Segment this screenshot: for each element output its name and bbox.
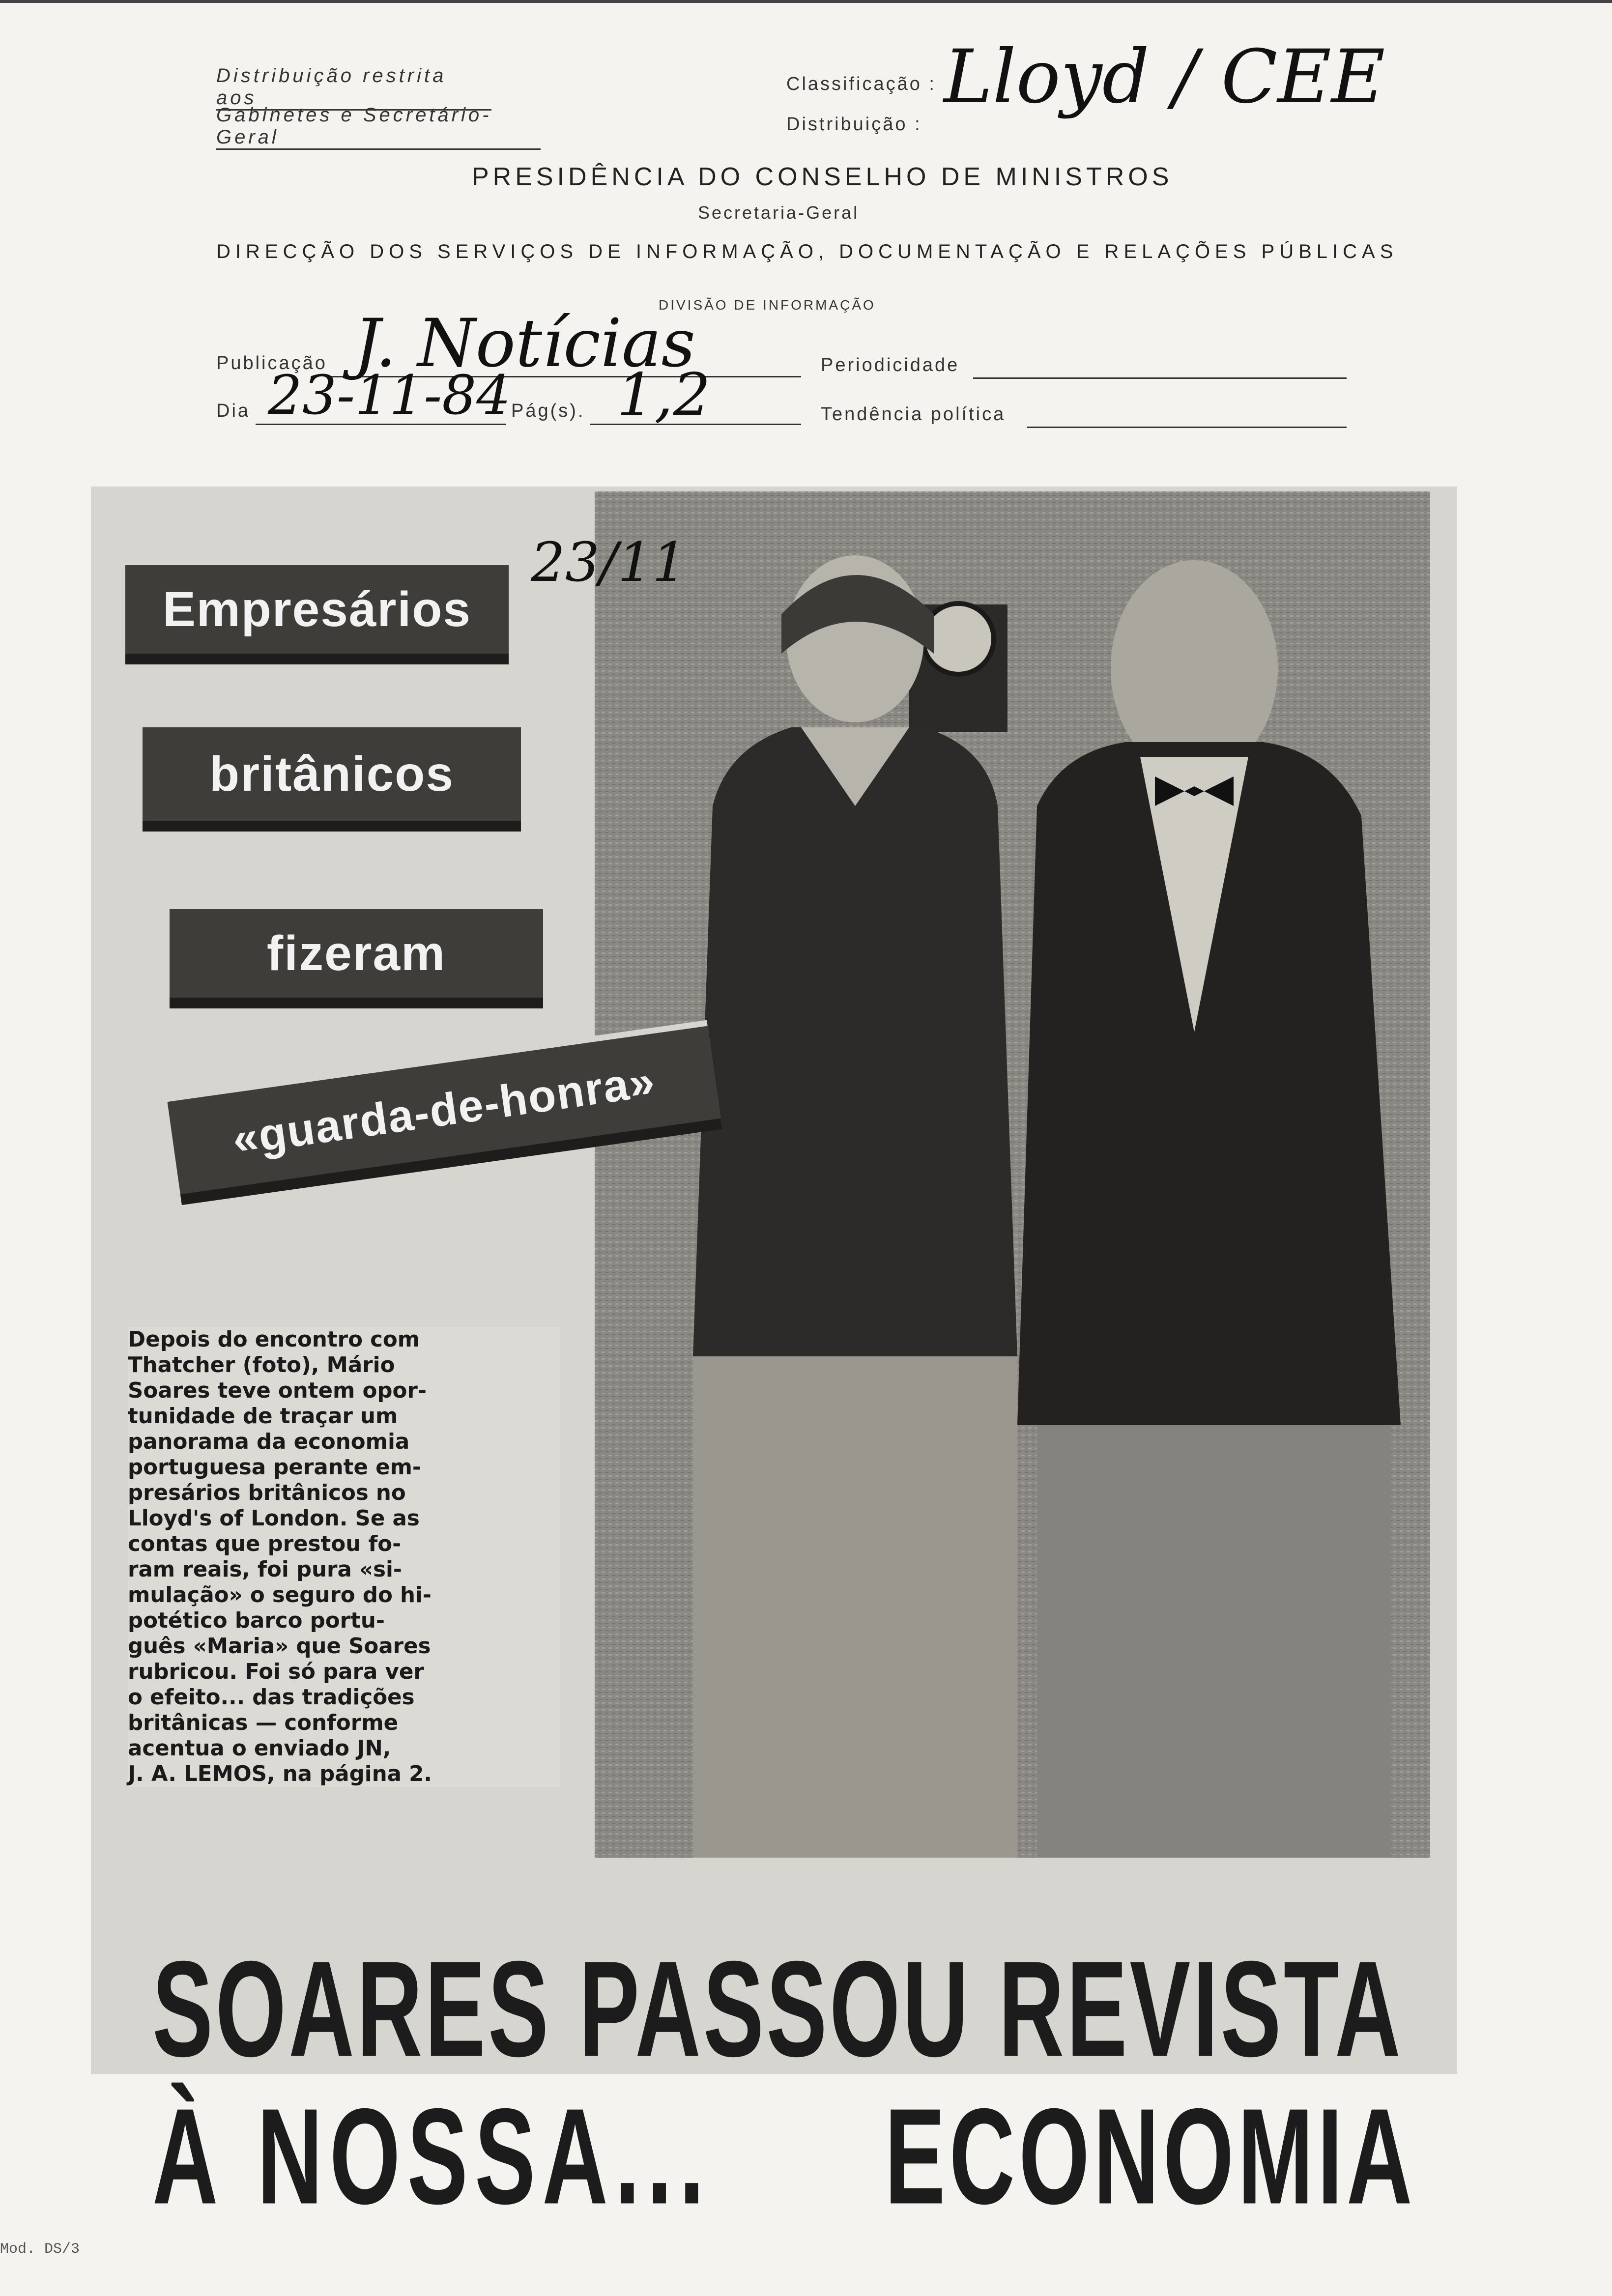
photo-caption [128, 1327, 560, 1787]
caption-line: Thatcher (foto), Mário [128, 1353, 395, 1378]
headline-line1: SOARES PASSOU REVISTA [152, 1933, 1403, 2086]
caption-line: guês «Maria» que Soares [128, 1634, 431, 1659]
distribution-label: Distribuição : [786, 114, 922, 135]
caption-line: portuguesa perante em- [128, 1455, 421, 1480]
kicker-word-4: «guarda-de-honra» [167, 1026, 722, 1205]
classification-handwritten: Lloyd / CEE [944, 34, 1385, 120]
caption-line: panorama da economia [128, 1430, 410, 1454]
caption-line: britânicas — conforme [128, 1711, 399, 1735]
organization-title: PRESIDÊNCIA DO CONSELHO DE MINISTROS [472, 163, 1173, 191]
periodicity-underline [973, 377, 1347, 379]
pages-value: 1,2 [617, 361, 711, 430]
kicker-word-1: Empresários [125, 565, 509, 664]
caption-line: tunidade de traçar um [128, 1404, 398, 1429]
caption-line: rubricou. Foi só para ver [128, 1660, 424, 1684]
day-value: 23-11-84 [268, 364, 511, 427]
caption-line: Depois do encontro com [128, 1327, 420, 1352]
caption-line: Soares teve ontem opor- [128, 1378, 427, 1403]
caption-line: contas que prestou fo- [128, 1532, 402, 1556]
photo-thatcher-soares [595, 491, 1430, 1858]
division-label: DIVISÃO DE INFORMAÇÃO [659, 297, 876, 313]
caption-line: ram reais, foi pura «si- [128, 1557, 402, 1582]
headline-line2-a: À NOSSA... [152, 2081, 712, 2233]
kicker-word-3: fizeram [170, 909, 543, 1008]
distribution-note-line1: Distribuição restrita aos [216, 65, 491, 111]
caption-line: J. A. LEMOS, na página 2. [128, 1762, 432, 1786]
classification-label: Classificação : [786, 74, 936, 94]
political-label: Tendência política [821, 404, 1006, 425]
kicker-word-2: britânicos [143, 727, 521, 832]
caption-line: mulação» o seguro do hi- [128, 1583, 432, 1607]
distribution-note-line2: Gabinetes e Secretário-Geral [216, 104, 541, 150]
caption-line: Lloyd's of London. Se as [128, 1506, 420, 1531]
handwritten-date: 23/11 [531, 531, 687, 594]
publication-label: Publicação [216, 353, 327, 373]
secretariat-label: Secretaria-Geral [698, 202, 860, 223]
caption-line: potético barco portu- [128, 1608, 385, 1633]
photo-illustration [595, 491, 1430, 1858]
caption-line: o efeito... das tradições [128, 1685, 415, 1710]
caption-line: presários britânicos no [128, 1481, 406, 1505]
periodicity-label: Periodicidade [821, 355, 960, 375]
form-code: Mod. DS/3 [0, 2241, 80, 2258]
day-label: Dia [216, 401, 251, 421]
headline-line2-b: ECONOMIA [885, 2081, 1416, 2233]
directorate-label: DIRECÇÃO DOS SERVIÇOS DE INFORMAÇÃO, DOCUMENTAÇÃO E RELAÇÕES PÚBLICAS [216, 241, 1398, 262]
pages-label: Pág(s). [511, 401, 585, 421]
caption-line: acentua o enviado JN, [128, 1736, 391, 1761]
publication-value: J. Notícias [354, 305, 695, 382]
political-underline [1027, 427, 1347, 428]
top-border [0, 0, 1612, 3]
